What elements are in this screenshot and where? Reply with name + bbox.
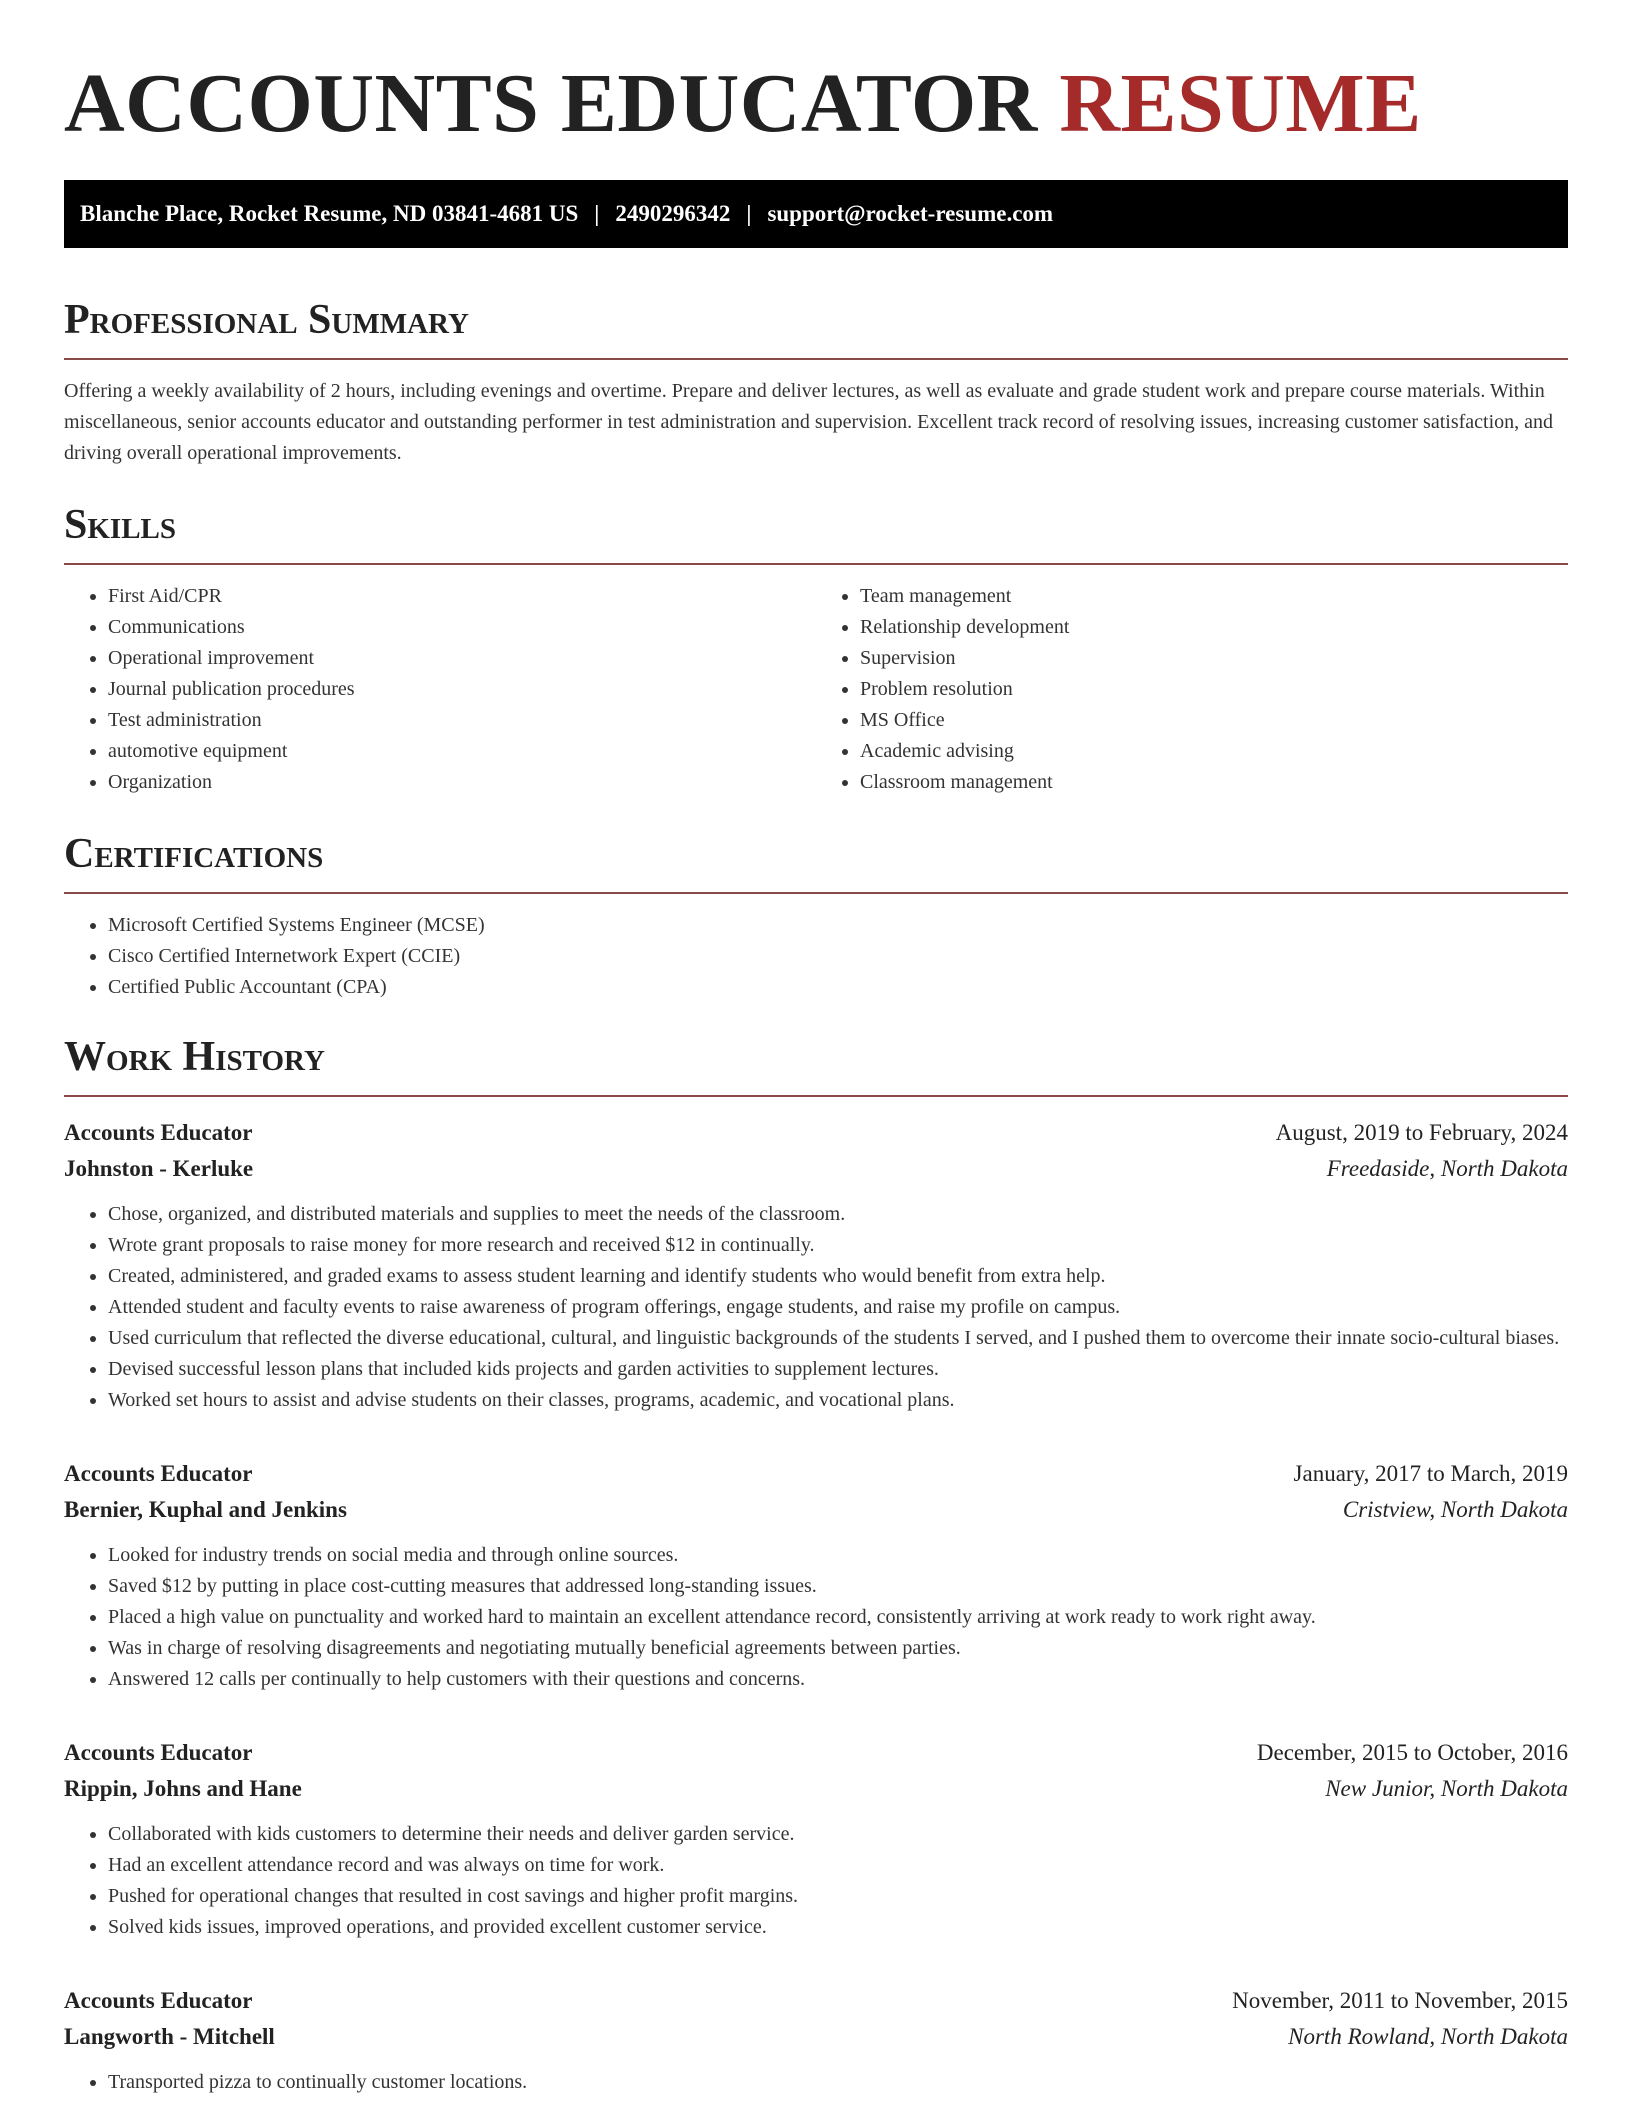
skills-list-left (64, 581, 816, 798)
job-bullet: • Had an excellent attendance record and was always on time for work. (108, 1850, 1568, 1881)
job-bullet: • Collaborated with kids customers to determine their needs and deliver garden service. (108, 1819, 1568, 1850)
job-location: North Rowland, North Dakota (1288, 2024, 1568, 2049)
job-company-row (64, 2019, 1568, 2055)
skill-item: • Supervision (860, 643, 1568, 674)
skill-item: • Relationship development (860, 612, 1568, 643)
job-header-row (64, 1456, 1568, 1492)
job-company-row (64, 1492, 1568, 1528)
certification-item: • Certified Public Accountant (CPA) (108, 972, 1568, 1003)
skill-item: • First Aid/CPR (108, 581, 816, 612)
skill-item: • Journal publication procedures (108, 674, 816, 705)
contact-separator: | (746, 201, 752, 226)
job-bullets (64, 1199, 1568, 1416)
job-bullet: • Created, administered, and graded exams to assess student learning and identify students who would benefit from extra help. (108, 1261, 1568, 1292)
job-location: New Junior, North Dakota (1325, 1776, 1568, 1801)
skill-item: • Team management (860, 581, 1568, 612)
job-bullets (64, 1540, 1568, 1695)
skill-item: • MS Office (860, 705, 1568, 736)
work-history-heading: Work History (64, 1031, 1568, 1097)
certifications-section (64, 828, 1568, 1003)
job-bullets (64, 2067, 1568, 2098)
job-title: Accounts Educator (64, 1740, 253, 1765)
certification-item: • Cisco Certified Internetwork Expert (CCIE) (108, 941, 1568, 972)
skill-item: • Organization (108, 767, 816, 798)
title-main: ACCOUNTS EDUCATOR (64, 57, 1038, 150)
job-bullet: • Saved $12 by putting in place cost-cutting measures that addressed long-standing issues. (108, 1571, 1568, 1602)
job-company: Langworth - Mitchell (64, 2024, 275, 2049)
job-company-row (64, 1151, 1568, 1187)
skill-item: • Operational improvement (108, 643, 816, 674)
job-dates: August, 2019 to February, 2024 (1275, 1120, 1568, 1145)
job-company: Johnston - Kerluke (64, 1156, 254, 1181)
certification-item: • Microsoft Certified Systems Engineer (MCSE) (108, 910, 1568, 941)
job-title: Accounts Educator (64, 1461, 253, 1486)
work-history-section (64, 1031, 1568, 2098)
resume-title (64, 58, 1568, 150)
skills-section (64, 499, 1568, 798)
summary-text: Offering a weekly availability of 2 hours, including evenings and overtime. Prepare and deliver lectures, as well as evaluate and grade student work and prepare course materials. Within miscellaneous, senior accounts educator and outstanding performer in test administration and supervision. Excellent track record of resolving issues, increasing customer satisfaction, and driving overall operational improvements. (64, 380, 1554, 464)
job-bullet: • Pushed for operational changes that resulted in cost savings and higher profit margins. (108, 1881, 1568, 1912)
job-entry (64, 1115, 1568, 1416)
skill-item: • Classroom management (860, 767, 1568, 798)
job-title: Accounts Educator (64, 1120, 253, 1145)
contact-phone: 2490296342 (615, 201, 731, 226)
job-entry (64, 1983, 1568, 2098)
skill-item: • Academic advising (860, 736, 1568, 767)
job-title: Accounts Educator (64, 1988, 253, 2013)
job-dates: December, 2015 to October, 2016 (1256, 1740, 1568, 1765)
summary-heading: Professional Summary (64, 294, 1568, 360)
job-bullet: • Placed a high value on punctuality and worked hard to maintain an excellent attendance record, consistently arriving at work ready to work right away. (108, 1602, 1568, 1633)
job-dates: January, 2017 to March, 2019 (1293, 1461, 1568, 1486)
job-bullet: • Attended student and faculty events to raise awareness of program offerings, engage students, and raise my profile on campus. (108, 1292, 1568, 1323)
job-bullet: • Used curriculum that reflected the diverse educational, cultural, and linguistic backgrounds of the students I served, and I pushed them to overcome their innate socio-cultural biases. (108, 1323, 1568, 1354)
skill-item: • Test administration (108, 705, 816, 736)
job-company: Rippin, Johns and Hane (64, 1776, 302, 1801)
job-entry (64, 1456, 1568, 1695)
job-bullet: • Worked set hours to assist and advise students on their classes, programs, academic, and vocational plans. (108, 1385, 1568, 1416)
certifications-heading: Certifications (64, 828, 1568, 894)
job-company-row (64, 1771, 1568, 1807)
job-bullet: • Wrote grant proposals to raise money for more research and received $12 in continually. (108, 1230, 1568, 1261)
contact-address: Blanche Place, Rocket Resume, ND 03841-4681 US (80, 201, 579, 226)
skills-grid (64, 581, 1568, 798)
job-bullet: • Chose, organized, and distributed materials and supplies to meet the needs of the classroom. (108, 1199, 1568, 1230)
job-bullet: • Solved kids issues, improved operations, and provided excellent customer service. (108, 1912, 1568, 1943)
summary-section (64, 294, 1568, 469)
job-bullet: • Answered 12 calls per continually to help customers with their questions and concerns. (108, 1664, 1568, 1695)
job-company: Bernier, Kuphal and Jenkins (64, 1497, 347, 1522)
contact-bar (64, 180, 1568, 248)
job-header-row (64, 1115, 1568, 1151)
job-header-row (64, 1983, 1568, 2019)
skill-item: • Communications (108, 612, 816, 643)
contact-email: support@rocket-resume.com (767, 201, 1054, 226)
title-accent: RESUME (1059, 57, 1422, 150)
job-location: Cristview, North Dakota (1342, 1497, 1568, 1522)
skill-item: • automotive equipment (108, 736, 816, 767)
contact-separator: | (594, 201, 600, 226)
job-bullet: • Transported pizza to continually customer locations. (108, 2067, 1568, 2098)
job-dates: November, 2011 to November, 2015 (1232, 1988, 1568, 2013)
skills-list-right (816, 581, 1568, 798)
job-header-row (64, 1735, 1568, 1771)
certifications-list (64, 910, 1568, 1003)
job-location: Freedaside, North Dakota (1326, 1156, 1568, 1181)
skills-heading: Skills (64, 499, 1568, 565)
job-entry (64, 1735, 1568, 1943)
job-bullets (64, 1819, 1568, 1943)
job-bullet: • Was in charge of resolving disagreements and negotiating mutually beneficial agreements between parties. (108, 1633, 1568, 1664)
skill-item: • Problem resolution (860, 674, 1568, 705)
job-bullet: • Looked for industry trends on social media and through online sources. (108, 1540, 1568, 1571)
job-bullet: • Devised successful lesson plans that included kids projects and garden activities to supplement lectures. (108, 1354, 1568, 1385)
